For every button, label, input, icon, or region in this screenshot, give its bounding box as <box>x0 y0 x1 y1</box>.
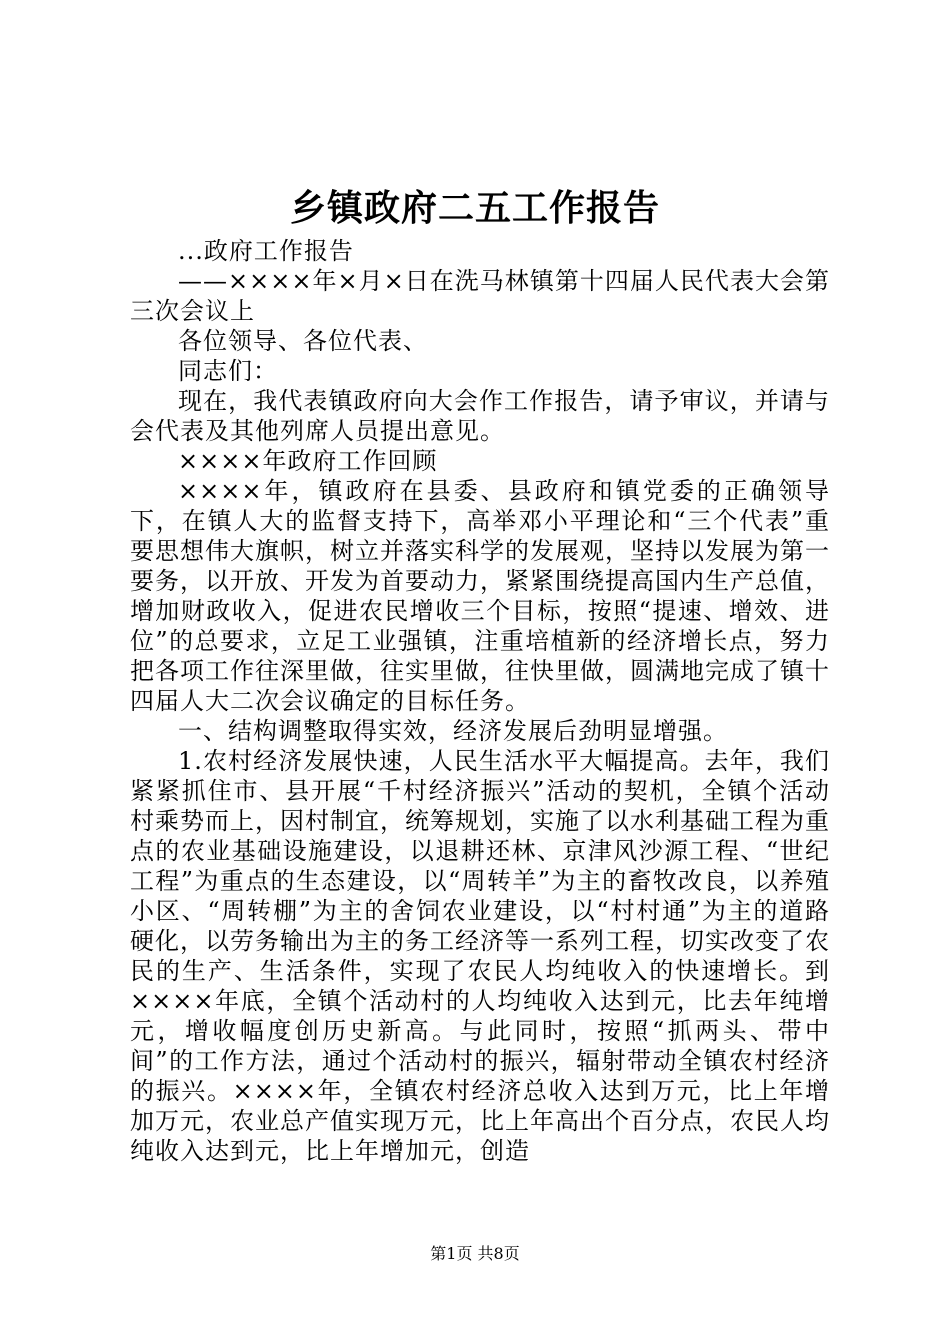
section-heading-review: ××××年政府工作回顾 <box>178 447 438 475</box>
salutation-comrades: 同志们： <box>178 357 278 385</box>
review-paragraph: ××××年，镇政府在县委、县政府和镇党委的正确领导下，在镇人大的监督支持下，高举邓小平理论和“三个代表”重要思想伟大旗帜，树立并落实科学的发展观，坚持以发展为第一要务，以开放、开发为首要动力，紧紧围绕提高国内生产总值，增加财政收入，促进农民增收三个目标，按照“提速、增效、进位”的总要求，立足工业强镇，注重培植新的经济增长点，努力把各项工作往深里做，往实里做，往快里做，圆满地完成了镇十四届人大二次会议确定的目标任务。 <box>130 477 830 715</box>
intro-paragraph: 现在，我代表镇政府向大会作工作报告，请予审议，并请与会代表及其他列席人员提出意见。 <box>130 387 830 445</box>
rural-economy-paragraph: 1.农村经济发展快速，人民生活水平大幅提高。去年，我们紧紧抓住市、县开展“千村经济振兴”活动的契机，全镇个活动村乘势而上，因村制宜，统筹规划，实施了以水利基础工程为重点的农业基础设施建设，以退耕还林、京津风沙源工程、“世纪工程”为重点的生态建设，以“周转羊”为主的畜牧改良，以养殖小区、“周转棚”为主的舍饲农业建设，以“村村通”为主的道路硬化，以劳务输出为主的务工经济等一系列工程，切实改变了农民的生产、生活条件，实现了农民人均纯收入的快速增长。到××××年底，全镇个活动村的人均纯收入达到元，比去年纯增元，增收幅度创历史新高。与此同时，按照“抓两头、带中间”的工作方法，通过个活动村的振兴，辐射带动全镇农村经济的振兴。××××年，全镇农村经济总收入达到万元，比上年增加万元，农业总产值实现万元，比上年高出个百分点，农民人均纯收入达到元，比上年增加元，创造 <box>130 747 830 1165</box>
report-heading: ...政府工作报告 <box>178 237 354 265</box>
section-heading-structure: 一、结构调整取得实效，经济发展后劲明显增强。 <box>178 717 728 745</box>
document-title: 乡镇政府二五工作报告 <box>289 187 660 229</box>
salutation-leaders: 各位领导、各位代表、 <box>178 327 428 355</box>
document-body <box>130 236 830 1166</box>
meeting-subtitle: ——××××年×月×日在洗马林镇第十四届人民代表大会第三次会议上 <box>130 267 830 325</box>
page-footer: 第1页 共8页 <box>430 1244 520 1263</box>
